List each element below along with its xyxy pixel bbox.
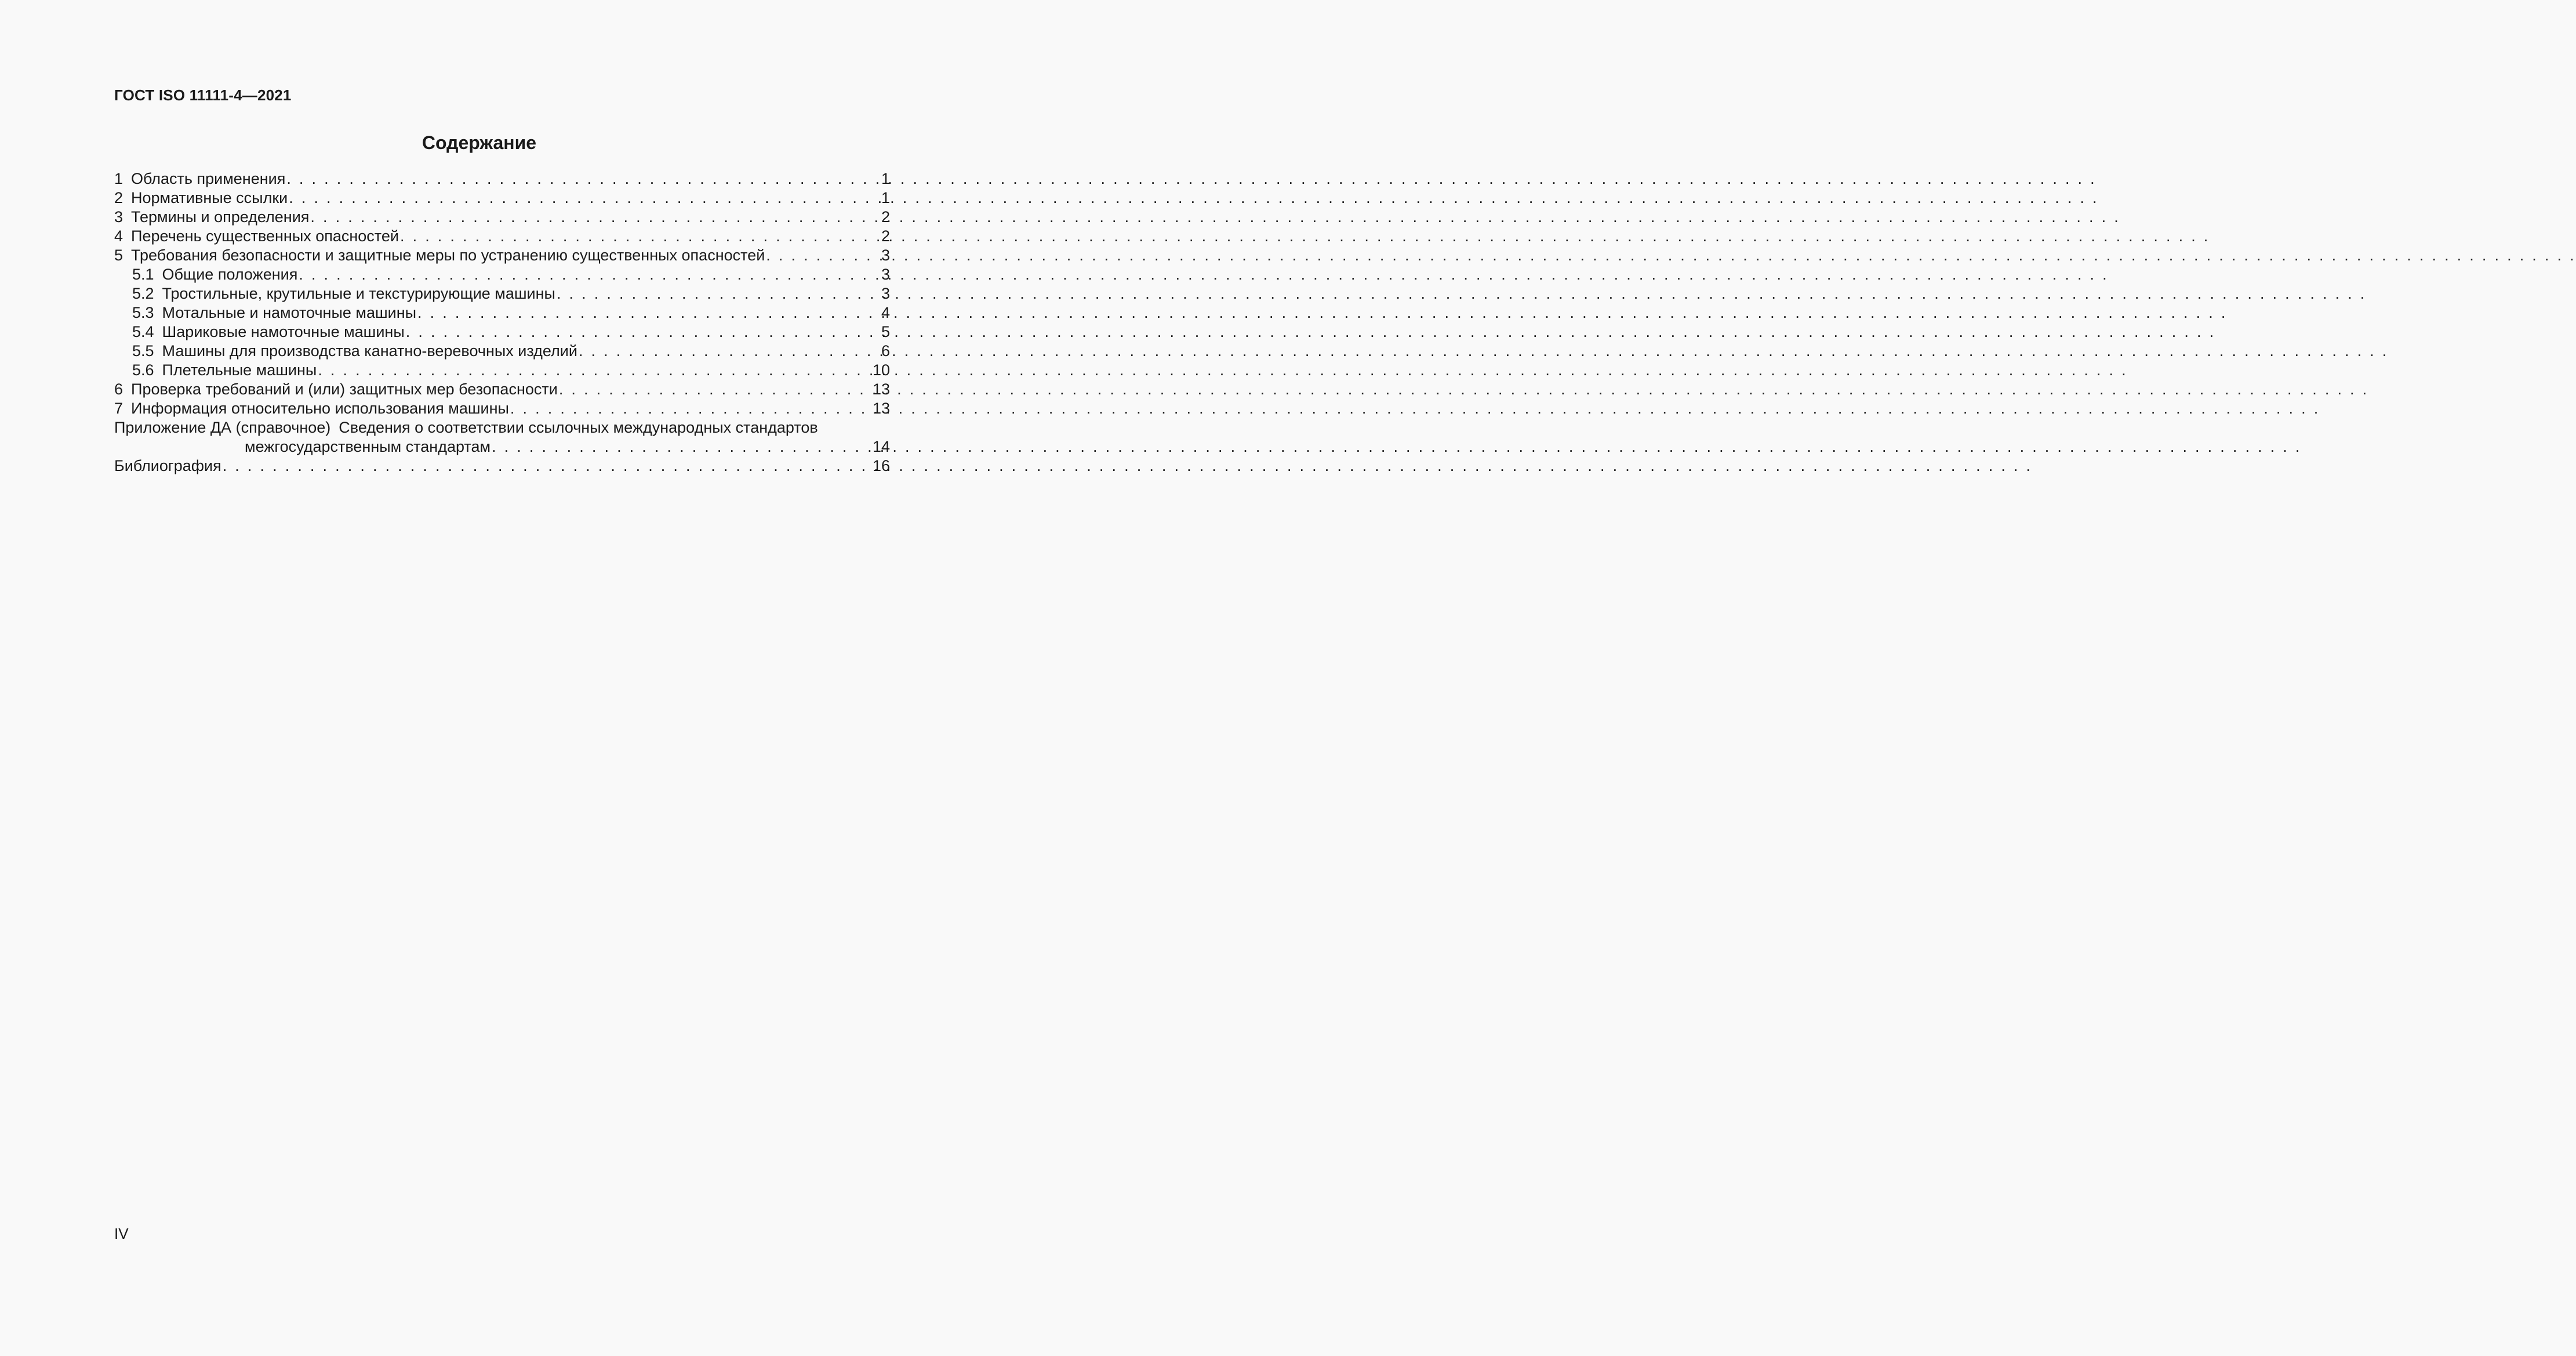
toc-entry-label: Библиография bbox=[114, 457, 221, 474]
toc-leader-dots bbox=[766, 246, 880, 265]
toc-title: Содержание bbox=[422, 132, 537, 153]
toc-entry-number: 5.5 bbox=[132, 342, 154, 360]
toc-entry-label: Общие положения bbox=[162, 266, 298, 283]
toc-entry-5-5[interactable] bbox=[114, 342, 890, 361]
toc-leader-dots bbox=[417, 303, 880, 322]
toc-appendix-heading[interactable] bbox=[114, 418, 890, 437]
toc-entry-number: 5.1 bbox=[132, 266, 154, 283]
toc-entry-2[interactable] bbox=[114, 188, 890, 208]
toc-entry-page: 2 bbox=[881, 208, 890, 226]
toc-appendix-prefix: Приложение ДА (справочное) bbox=[114, 419, 331, 436]
toc-entry-1[interactable] bbox=[114, 169, 890, 188]
toc-entry-page: 14 bbox=[872, 438, 890, 455]
toc-entry-number: 1 bbox=[114, 170, 123, 187]
toc-entry-page: 13 bbox=[872, 380, 890, 398]
toc-entry-page: 13 bbox=[872, 400, 890, 417]
toc-entry-label: Проверка требований и (или) защитных мер безопасности bbox=[131, 380, 558, 398]
toc-entry-label: Шариковые намоточные машины bbox=[162, 323, 405, 340]
toc-entry-bibliography[interactable] bbox=[114, 456, 890, 476]
toc-entry-number: 2 bbox=[114, 189, 123, 206]
toc-entry-page: 16 bbox=[872, 457, 890, 474]
toc-entry-label: Термины и определения bbox=[131, 208, 310, 226]
toc-entry-page: 3 bbox=[881, 285, 890, 302]
toc-entry-number: 5.6 bbox=[132, 361, 154, 379]
toc-leader-dots bbox=[559, 380, 871, 399]
toc-entry-page: 5 bbox=[881, 323, 890, 340]
toc-entry-page: 10 bbox=[872, 361, 890, 379]
toc-entry-3[interactable] bbox=[114, 208, 890, 227]
toc-appendix-title-line1: Сведения о соответствии ссылочных международных стандартов bbox=[339, 419, 818, 436]
toc-leader-dots bbox=[492, 437, 871, 456]
toc-entry-page: 1 bbox=[881, 189, 890, 206]
toc-entry-4[interactable] bbox=[114, 227, 890, 246]
table-of-contents bbox=[114, 169, 890, 476]
toc-leader-dots bbox=[299, 265, 880, 284]
toc-entry-number: 6 bbox=[114, 380, 123, 398]
toc-leader-dots bbox=[406, 322, 880, 342]
toc-entry-5-4[interactable] bbox=[114, 322, 890, 342]
toc-leader-dots bbox=[400, 227, 880, 246]
toc-entry-label: Область применения bbox=[131, 170, 286, 187]
toc-entry-page: 2 bbox=[881, 227, 890, 245]
toc-entry-5-1[interactable] bbox=[114, 265, 890, 284]
toc-entry-page: 6 bbox=[881, 342, 890, 360]
toc-entry-number: 5.2 bbox=[132, 285, 154, 302]
toc-entry-number: 5 bbox=[114, 246, 123, 264]
toc-entry-number: 5.3 bbox=[132, 304, 154, 321]
toc-leader-dots bbox=[289, 188, 880, 208]
toc-entry-5-6[interactable] bbox=[114, 361, 890, 380]
toc-entry-label: Плетельные машины bbox=[162, 361, 317, 379]
toc-entry-label: Информация относительно использования машины bbox=[131, 400, 509, 417]
toc-entry-label: Тростильные, крутильные и текстурирующие машины bbox=[162, 285, 555, 302]
toc-leader-dots bbox=[286, 169, 880, 188]
toc-entry-6[interactable] bbox=[114, 380, 890, 399]
page-number: IV bbox=[114, 1225, 129, 1242]
toc-entry-label: Перечень существенных опасностей bbox=[131, 227, 399, 245]
toc-entry-number: 3 bbox=[114, 208, 123, 226]
toc-entry-number: 5.4 bbox=[132, 323, 154, 340]
toc-entry-page: 4 bbox=[881, 304, 890, 321]
toc-entry-number: 4 bbox=[114, 227, 123, 245]
toc-appendix-title-line2: межгосударственным стандартам bbox=[245, 438, 491, 455]
toc-entry-page: 3 bbox=[881, 266, 890, 283]
toc-entry-5[interactable] bbox=[114, 246, 890, 265]
toc-entry-page: 1 bbox=[881, 170, 890, 187]
toc-leader-dots bbox=[579, 342, 880, 361]
toc-entry-label: Машины для производства канатно-веревочных изделий bbox=[162, 342, 577, 360]
toc-entry-5-3[interactable] bbox=[114, 303, 890, 322]
toc-entry-7[interactable] bbox=[114, 399, 890, 418]
toc-leader-dots bbox=[318, 361, 871, 380]
toc-entry-label: Нормативные ссылки bbox=[131, 189, 288, 206]
toc-leader-dots bbox=[557, 284, 880, 303]
toc-leader-dots bbox=[310, 208, 880, 227]
toc-leader-dots bbox=[510, 399, 871, 418]
toc-entry-number: 7 bbox=[114, 400, 123, 417]
toc-entry-label: Требования безопасности и защитные меры по устранению существенных опасностей bbox=[131, 246, 765, 264]
toc-entry-page: 3 bbox=[881, 246, 890, 264]
toc-leader-dots bbox=[223, 456, 871, 476]
document-code: ГОСТ ISO 11111-4—2021 bbox=[114, 86, 292, 104]
toc-entry-5-2[interactable] bbox=[114, 284, 890, 303]
toc-appendix-continuation[interactable] bbox=[114, 437, 890, 456]
toc-entry-label: Мотальные и намоточные машины bbox=[162, 304, 417, 321]
